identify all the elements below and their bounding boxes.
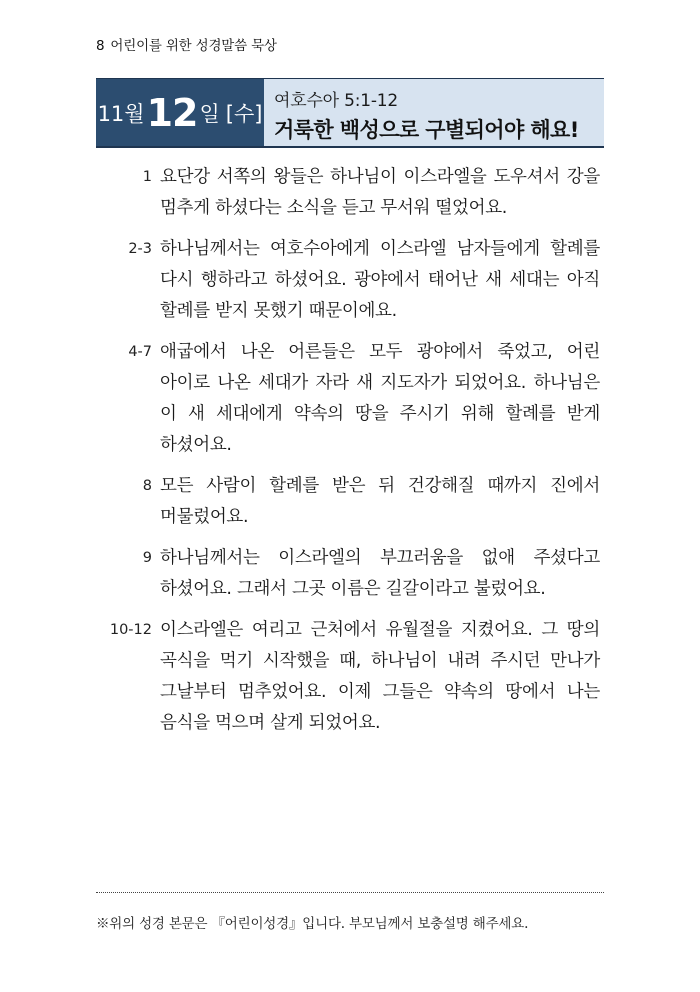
running-head (96, 34, 277, 54)
verse-number: 8 (142, 478, 152, 494)
verse-list (96, 162, 604, 749)
verse-text: 모든 사람이 할례를 받은 뒤 건강해질 때까지 진에서 머물렀어요. (160, 476, 600, 527)
verse-number: 1 (142, 169, 152, 185)
verse-number: 4-7 (128, 344, 152, 360)
verse-item (96, 615, 604, 739)
date-weekday: [수] (225, 101, 263, 126)
devotion-header (96, 78, 604, 148)
book-title: 어린이를 위한 성경말씀 묵상 (110, 38, 277, 54)
date-badge (96, 79, 264, 146)
verse-number: 9 (142, 550, 152, 566)
verse-item (96, 234, 604, 327)
date-day-unit: 일 (199, 101, 220, 126)
devotion-title: 거룩한 백성으로 구별되어야 해요! (274, 118, 579, 142)
date-month: 11월 (97, 101, 145, 126)
title-panel (264, 79, 604, 146)
verse-text: 이스라엘은 여리고 근처에서 유월절을 지켰어요. 그 땅의 곡식을 먹기 시작했을 때, 하나님이 내려 주시던 만나가 그날부터 멈추었어요. 이제 그들은 약속의 땅에서 나는 음식을 먹으며 살게 되었어요. (160, 620, 600, 733)
verse-item (96, 337, 604, 461)
scripture-reference: 여호수아 5:1-12 (274, 91, 399, 111)
verse-item (96, 162, 604, 224)
verse-text: 요단강 서쪽의 왕들은 하나님이 이스라엘을 도우셔서 강을 멈추게 하셨다는 소식을 듣고 무서워 떨었어요. (160, 167, 600, 218)
verse-text: 애굽에서 나온 어른들은 모두 광야에서 죽었고, 어린 아이로 나온 세대가 자라 새 지도자가 되었어요. 하나님은 이 새 세대에게 약속의 땅을 주시기 위해 할례를 받게 하셨어요. (160, 342, 600, 455)
footnote-divider (96, 892, 604, 893)
verse-number: 2-3 (128, 241, 152, 257)
verse-item (96, 543, 604, 605)
verse-number: 10-12 (109, 622, 152, 638)
verse-text: 하나님께서는 이스라엘의 부끄러움을 없애 주셨다고 하셨어요. 그래서 그곳 이름은 길갈이라고 불렀어요. (160, 548, 600, 599)
verse-item (96, 471, 604, 533)
date-day: 12 (146, 90, 198, 135)
page-number: 8 (96, 38, 105, 54)
verse-text: 하나님께서는 여호수아에게 이스라엘 남자들에게 할례를 다시 행하라고 하셨어요. 광야에서 태어난 새 세대는 아직 할례를 받지 못했기 때문이에요. (160, 239, 600, 321)
footnote: ※위의 성경 본문은 『어린이성경』입니다. 부모님께서 보충설명 해주세요. (96, 916, 529, 932)
